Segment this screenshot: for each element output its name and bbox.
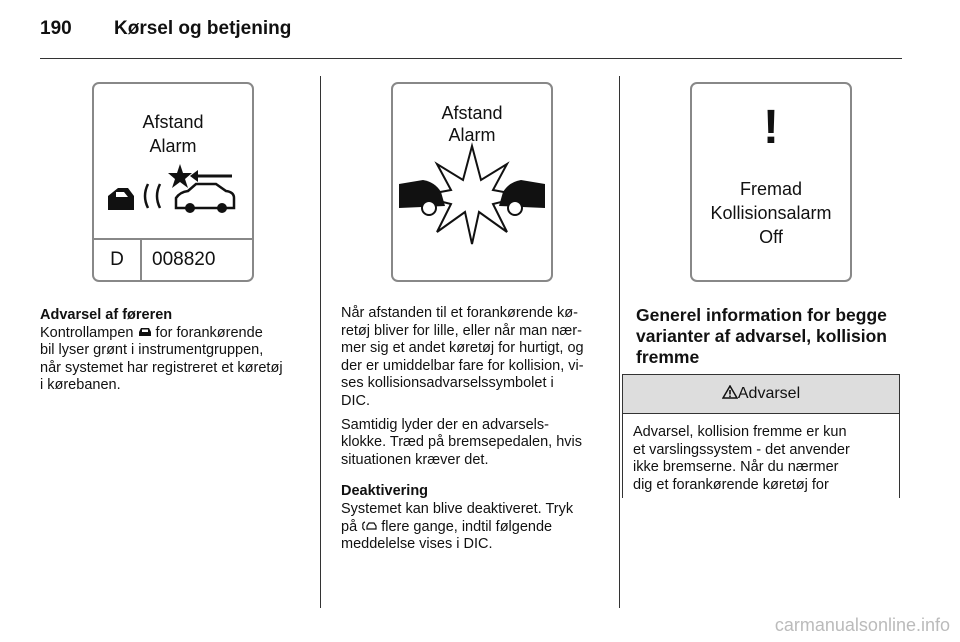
page-title: Kørsel og betjening [114,18,292,39]
section-heading-deactivation: Deaktivering [341,483,429,500]
collision-alert-button-icon [361,519,377,535]
figure-distance-alarm-hud [391,82,553,282]
collision-warning-icon [94,84,252,234]
figure2-line1: Afstand [441,103,503,123]
odometer-value: 008820 [152,249,216,270]
column2-text [341,305,613,554]
figure-forward-collision-off [690,82,852,282]
gear-indicator: D [94,240,142,280]
figure3-line3: Off [759,227,783,247]
figure3-line1: Fremad [739,179,802,199]
col1-line3: når systemet har registreret et køretøj [40,359,283,376]
warning-triangle-icon [722,385,738,402]
col1-line1: Kontrollampen for forankørende [40,324,263,341]
collision-burst-icon [393,84,551,280]
car-indicator-icon [138,325,152,341]
col2-paragraph2: Samtidig lyder der en advarsels- klokke. Træd på bremsepedalen, hvis situationen kræver det. [341,416,582,468]
warning-box-header [623,375,899,414]
warning-title: Advarsel [737,385,801,402]
section-heading-general-info: Generel information for begge varianter af advarsel, kollision fremme [636,305,887,367]
col2-paragraph1: Når afstanden til et forankørende kø- retøj bliver for lille, eller når man nær- mer sig et andet køretøj for hurtigt, og der er umiddelbar fare for kollision, vi- ses kollisionsadvarselssymbolet i DIC. [341,305,584,409]
exclamation-icon: ! [763,101,779,154]
col2-line-p3c: meddelelse vises i DIC. [341,536,493,553]
header-rule [40,58,902,59]
warning-box [622,374,900,498]
page-number: 190 [40,18,72,39]
figure1-code-row [94,238,252,280]
figure1-line2: Alarm [149,136,197,156]
column1-text [40,307,312,395]
col1-line2: bil lyser grønt i instrumentgruppen, [40,342,264,359]
warning-body: Advarsel, kollision fremme er kun et varslingssystem - det anvender ikke bremserne. Når du nærmer dig et forankørende køretøj for [633,424,850,493]
column-divider-1 [320,76,321,608]
col2-line-p3a: Systemet kan blive deaktiveret. Tryk [341,500,574,517]
col2-line-p3b: på flere gange, indtil følgende [341,518,553,535]
column-divider-2 [619,76,620,608]
col1-line4: i kørebanen. [40,377,121,394]
figure1-line1: Afstand [142,112,204,132]
watermark-footer: carmanualsonline.info [774,615,950,635]
section-heading-driver-warning: Advarsel af føreren [40,307,173,323]
figure-distance-alarm-dic [92,82,254,282]
figure2-line2: Alarm [448,125,496,145]
figure3-line2: Kollisionsalarm [710,203,832,223]
page-header [40,18,291,40]
